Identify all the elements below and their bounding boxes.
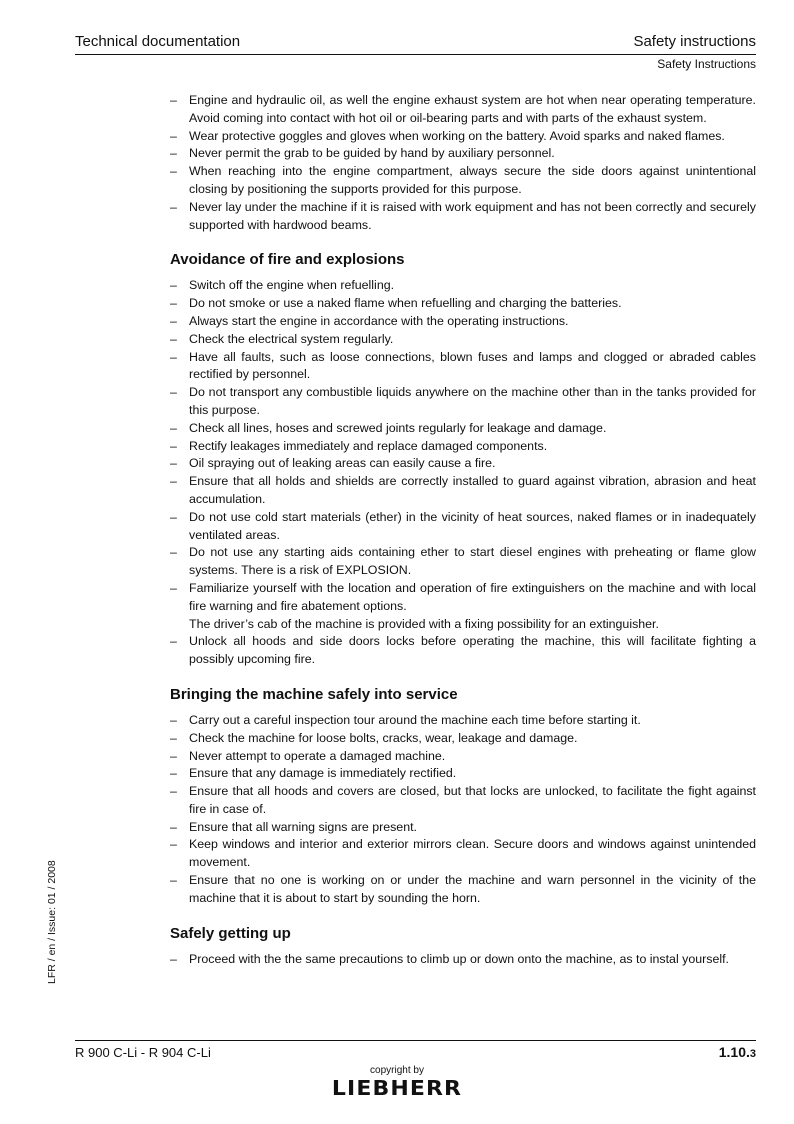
list-item: – Check the machine for loose bolts, cracks, wear, leakage and damage. (170, 730, 756, 748)
list-item: – Do not smoke or use a naked flame when refuelling and charging the batteries. (170, 295, 756, 313)
list-item: – Switch off the engine when refuelling. (170, 277, 756, 295)
header-section: Safety Instructions (657, 57, 756, 71)
list-item: – Unlock all hoods and side doors locks before operating the machine, this will facilitate fighting a possibly upcoming fire. (170, 633, 756, 669)
list-item: – Engine and hydraulic oil, as well the engine exhaust system are hot when near operating temperature. Avoid coming into contact with hot oil or oil-bearing parts and with parts of the exhaust system. (170, 92, 756, 128)
header-doc-type: Technical documentation (75, 33, 241, 50)
list-item: – Wear protective goggles and gloves when working on the battery. Avoid sparks and naked flames. (170, 128, 756, 146)
page-number-sub: 3 (749, 1048, 756, 1060)
list-item: – Never lay under the machine if it is raised with work equipment and has not been correctly and securely supported with hardwood beams. (170, 199, 756, 235)
list-item: – When reaching into the engine compartment, always secure the side doors against unintentional closing by positioning the supports provided for this purpose. (170, 163, 756, 199)
list-item: – Do not use any starting aids containing ether to start diesel engines with preheating or flame glow systems. There is a risk of EXPLOSION. (170, 544, 756, 580)
list-item: – Ensure that all warning signs are present. (170, 819, 756, 837)
bullet-list (170, 712, 756, 908)
header-chapter: Safety instructions (633, 33, 756, 50)
bullet-list (170, 951, 756, 969)
liebherr-logo: LIEBHERR (331, 1076, 463, 1100)
issue-info: LFR / en / Issue: 01 / 2008 (46, 860, 58, 984)
list-item: – Familiarize yourself with the location and operation of fire extinguishers on the machine and with local fire warning and fire abatement options. The driver’s cab of the machine is provided with a fixing possibility for an extinguisher. (170, 580, 756, 633)
copyright-text: copyright by (370, 1065, 424, 1076)
list-item: – Never attempt to operate a damaged machine. (170, 748, 756, 766)
list-item: – Rectify leakages immediately and replace damaged components. (170, 438, 756, 456)
footer-rule (75, 1040, 756, 1041)
list-item: – Keep windows and interior and exterior mirrors clean. Secure doors and windows against unintended movement. (170, 836, 756, 872)
list-item: – Do not use cold start materials (ether) in the vicinity of heat sources, naked flames or in inadequately ventilated areas. (170, 509, 756, 545)
page-header (75, 33, 756, 53)
page-number-main: 1.10. (718, 1044, 750, 1060)
page-number (719, 1044, 756, 1060)
list-item: – Do not transport any combustible liquids anywhere on the machine other than in the tanks provided for this purpose. (170, 384, 756, 420)
header-rule (75, 54, 756, 55)
list-item: – Never permit the grab to be guided by hand by auxiliary personnel. (170, 145, 756, 163)
footer-model: R 900 C-Li - R 904 C-Li (75, 1045, 211, 1060)
list-item: – Ensure that no one is working on or under the machine and warn personnel in the vicinity of the machine that it is about to start by sounding the horn. (170, 872, 756, 908)
list-item: – Ensure that any damage is immediately rectified. (170, 765, 756, 783)
list-item: – Check the electrical system regularly. (170, 331, 756, 349)
section-heading: Safely getting up (170, 924, 291, 942)
list-item: – Ensure that all hoods and covers are closed, but that locks are unlocked, to facilitate the fight against fire in case of. (170, 783, 756, 819)
list-item: – Always start the engine in accordance with the operating instructions. (170, 313, 756, 331)
list-item: – Carry out a careful inspection tour around the machine each time before starting it. (170, 712, 756, 730)
list-item: – Proceed with the the same precautions to climb up or down onto the machine, as to instal yourself. (170, 951, 756, 969)
page-content (170, 92, 756, 968)
section-heading: Bringing the machine safely into service (170, 685, 458, 703)
list-item: – Check all lines, hoses and screwed joints regularly for leakage and damage. (170, 420, 756, 438)
bullet-list (170, 92, 756, 234)
list-item: – Have all faults, such as loose connections, blown fuses and lamps and clogged or abraded cables rectified by personnel. (170, 349, 756, 385)
list-item: – Ensure that all holds and shields are correctly installed to guard against vibration, abrasion and heat accumulation. (170, 473, 756, 509)
section-heading: Avoidance of fire and explosions (170, 251, 405, 269)
list-item: – Oil spraying out of leaking areas can easily cause a fire. (170, 455, 756, 473)
bullet-list (170, 277, 756, 669)
